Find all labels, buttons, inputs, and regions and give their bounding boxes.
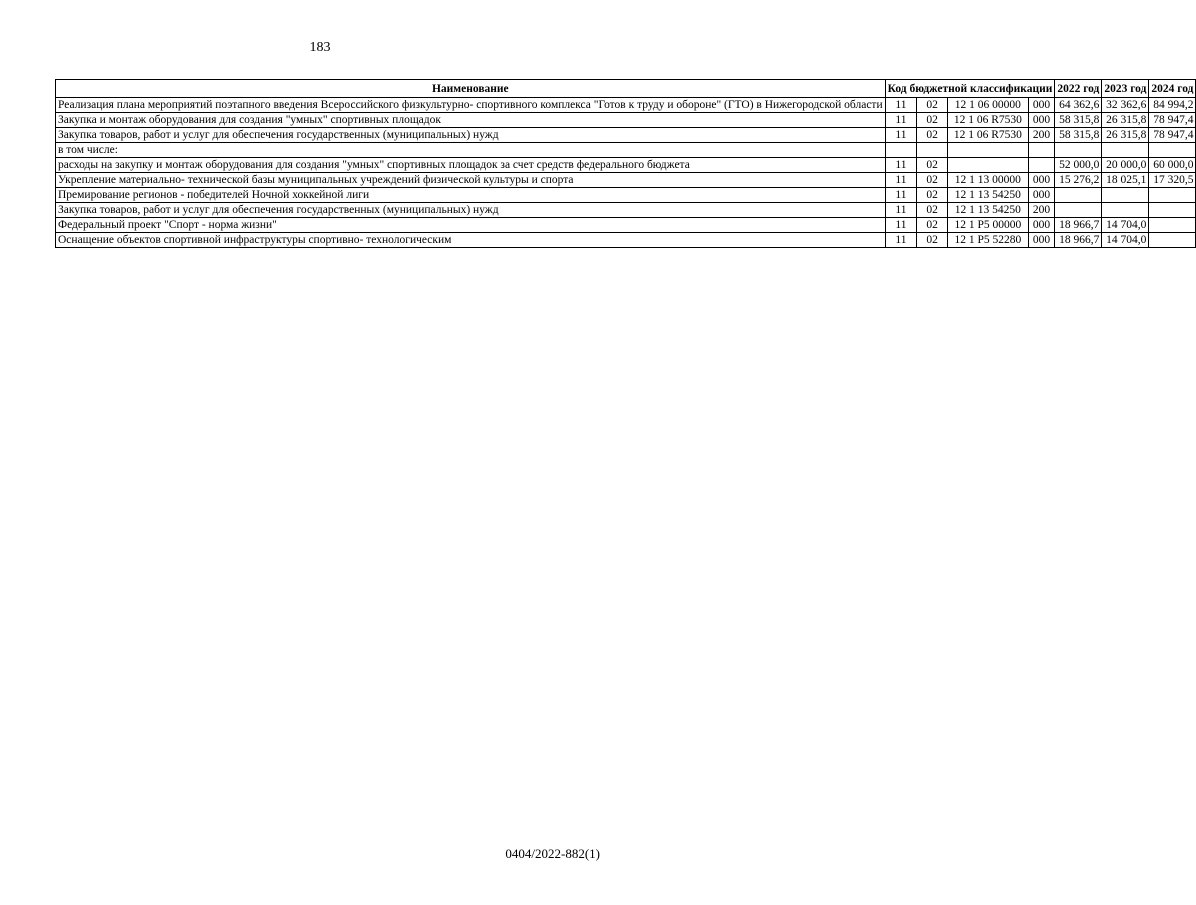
row-value-2024: 78 947,4	[1149, 113, 1196, 128]
row-subsection: 02	[917, 203, 948, 218]
row-subsection: 02	[917, 173, 948, 188]
row-target-article: 12 1 P5 00000	[947, 218, 1028, 233]
row-value-2023	[1102, 203, 1149, 218]
row-section: 11	[885, 203, 917, 218]
row-target-article: 12 1 06 00000	[947, 98, 1028, 113]
budget-table	[55, 79, 1196, 248]
table-row	[56, 98, 1196, 113]
row-value-2022: 15 276,2	[1055, 173, 1102, 188]
row-subsection: 02	[917, 233, 948, 248]
row-subsection: 02	[917, 158, 948, 173]
header-2022: 2022 год	[1055, 80, 1102, 98]
row-section: 11	[885, 218, 917, 233]
table-row	[56, 128, 1196, 143]
row-value-2022	[1055, 203, 1102, 218]
row-target-article: 12 1 13 54250	[947, 203, 1028, 218]
row-value-2022: 64 362,6	[1055, 98, 1102, 113]
row-name: Реализация плана мероприятий поэтапного введения Всероссийского физкультурно- спортивного комплекса "Готов к труду и обороне" (ГТО) в Нижегородской области	[56, 98, 886, 113]
row-expense-type	[1028, 143, 1055, 158]
row-section: 11	[885, 188, 917, 203]
row-value-2024: 17 320,5	[1149, 173, 1196, 188]
header-2023: 2023 год	[1102, 80, 1149, 98]
row-value-2024	[1149, 203, 1196, 218]
footer-document-code: 0404/2022-882(1)	[505, 846, 600, 861]
row-value-2023: 14 704,0	[1102, 233, 1149, 248]
table-row	[56, 188, 1196, 203]
header-row	[56, 80, 1196, 98]
row-name: в том числе:	[56, 143, 886, 158]
table-row	[56, 158, 1196, 173]
row-name: Оснащение объектов спортивной инфраструктуры спортивно- технологическим	[56, 233, 886, 248]
row-value-2023: 26 315,8	[1102, 113, 1149, 128]
row-expense-type: 000	[1028, 218, 1055, 233]
row-value-2023	[1102, 143, 1149, 158]
row-expense-type: 000	[1028, 233, 1055, 248]
row-name: расходы на закупку и монтаж оборудования для создания "умных" спортивных площадок за счет средств федерального бюджета	[56, 158, 886, 173]
row-subsection: 02	[917, 113, 948, 128]
row-value-2022: 18 966,7	[1055, 233, 1102, 248]
row-value-2023	[1102, 188, 1149, 203]
row-value-2022: 52 000,0	[1055, 158, 1102, 173]
row-target-article: 12 1 P5 52280	[947, 233, 1028, 248]
row-section: 11	[885, 113, 917, 128]
table-row	[56, 143, 1196, 158]
row-name: Федеральный проект "Спорт - норма жизни"	[56, 218, 886, 233]
row-name: Закупка и монтаж оборудования для создания "умных" спортивных площадок	[56, 113, 886, 128]
row-section: 11	[885, 158, 917, 173]
header-code: Код бюджетной классификации	[885, 80, 1055, 98]
row-expense-type: 000	[1028, 173, 1055, 188]
row-expense-type: 000	[1028, 98, 1055, 113]
row-value-2024	[1149, 233, 1196, 248]
table-row	[56, 233, 1196, 248]
row-value-2022: 58 315,8	[1055, 113, 1102, 128]
row-expense-type: 200	[1028, 128, 1055, 143]
table-row	[56, 173, 1196, 188]
row-expense-type: 200	[1028, 203, 1055, 218]
row-subsection: 02	[917, 218, 948, 233]
table-row	[56, 218, 1196, 233]
row-expense-type: 000	[1028, 113, 1055, 128]
row-subsection: 02	[917, 98, 948, 113]
row-value-2024	[1149, 143, 1196, 158]
row-name: Укрепление материально- технической базы муниципальных учреждений физической культуры и спорта	[56, 173, 886, 188]
row-value-2023: 26 315,8	[1102, 128, 1149, 143]
row-section: 11	[885, 98, 917, 113]
row-target-article	[947, 143, 1028, 158]
row-expense-type: 000	[1028, 188, 1055, 203]
row-target-article: 12 1 13 54250	[947, 188, 1028, 203]
row-value-2024: 60 000,0	[1149, 158, 1196, 173]
row-subsection	[917, 143, 948, 158]
header-name: Наименование	[56, 80, 886, 98]
row-value-2023: 14 704,0	[1102, 218, 1149, 233]
row-section: 11	[885, 128, 917, 143]
row-value-2024: 84 994,2	[1149, 98, 1196, 113]
row-value-2022: 18 966,7	[1055, 218, 1102, 233]
row-value-2023: 32 362,6	[1102, 98, 1149, 113]
table-row	[56, 203, 1196, 218]
row-section: 11	[885, 173, 917, 188]
row-target-article: 12 1 06 R7530	[947, 128, 1028, 143]
row-value-2024: 78 947,4	[1149, 128, 1196, 143]
row-value-2022	[1055, 143, 1102, 158]
row-value-2022: 58 315,8	[1055, 128, 1102, 143]
row-target-article	[947, 158, 1028, 173]
table-row	[56, 113, 1196, 128]
row-expense-type	[1028, 158, 1055, 173]
row-value-2024	[1149, 218, 1196, 233]
row-value-2024	[1149, 188, 1196, 203]
row-section	[885, 143, 917, 158]
header-2024: 2024 год	[1149, 80, 1196, 98]
page-number: 183	[309, 40, 331, 55]
row-target-article: 12 1 13 00000	[947, 173, 1028, 188]
row-value-2023: 20 000,0	[1102, 158, 1149, 173]
row-value-2023: 18 025,1	[1102, 173, 1149, 188]
row-name: Премирование регионов - победителей Ночной хоккейной лиги	[56, 188, 886, 203]
row-subsection: 02	[917, 128, 948, 143]
row-name: Закупка товаров, работ и услуг для обеспечения государственных (муниципальных) нужд	[56, 203, 886, 218]
row-target-article: 12 1 06 R7530	[947, 113, 1028, 128]
row-subsection: 02	[917, 188, 948, 203]
row-value-2022	[1055, 188, 1102, 203]
row-section: 11	[885, 233, 917, 248]
row-name: Закупка товаров, работ и услуг для обеспечения государственных (муниципальных) нужд	[56, 128, 886, 143]
